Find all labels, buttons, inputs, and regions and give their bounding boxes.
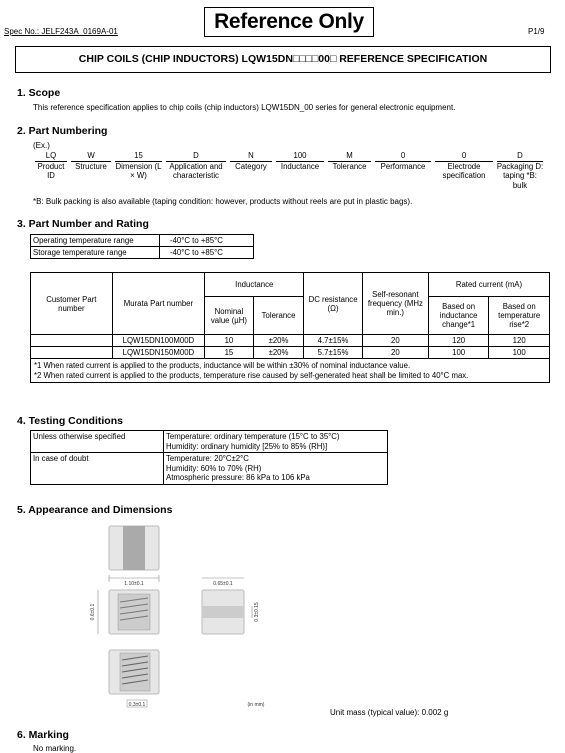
document-title: CHIP COILS (CHIP INDUCTORS) LQW15DN□□□□00□ REFERENCE SPECIFICATION <box>15 46 551 73</box>
testing-line: Temperature: ordinary temperature (15°C to 35°C) <box>166 432 340 441</box>
scope-text: This reference specification applies to chip coils (chip inductors) LQW15DN_00 series for general electronic equipment. <box>33 103 456 112</box>
dimension-drawing <box>80 520 280 710</box>
cell-dc: 4.7±15% <box>304 335 362 347</box>
testing-label-doubt: In case of doubt <box>31 453 164 485</box>
operating-temp-label: Operating temperature range <box>31 235 160 247</box>
cell-customer <box>31 335 113 347</box>
cell-murata: LQW15DN100M00D <box>112 335 205 347</box>
col-based-temp: Based on temperature rise*2 <box>489 297 550 335</box>
cell-srf: 20 <box>362 347 428 359</box>
marking-heading: 6. Marking <box>17 729 69 741</box>
unit-note: (in mm) <box>247 702 265 708</box>
part-numbering-heading: 2. Part Numbering <box>17 125 108 137</box>
cell-ind: 100 <box>428 347 488 359</box>
rating-notes <box>31 359 550 383</box>
table-row <box>31 347 550 359</box>
dim-thick-label: 0.3±0.15 <box>254 602 260 622</box>
storage-temp-value: -40°C to +85°C <box>160 247 254 259</box>
cell-nominal: 10 <box>205 335 254 347</box>
spec-number: Spec No.: JELF243A_0169A-01 <box>4 27 118 36</box>
temperature-table <box>30 234 254 259</box>
cell-srf: 20 <box>362 335 428 347</box>
label-category: Category <box>235 161 267 171</box>
col-rated-current: Rated current (mA) <box>428 273 549 297</box>
storage-temp-label: Storage temperature range <box>31 247 160 259</box>
table-row <box>31 335 550 347</box>
reference-only-banner: Reference Only <box>204 7 374 37</box>
col-based-inductance: Based on inductance change*1 <box>428 297 488 335</box>
cell-customer <box>31 347 113 359</box>
cell-murata: LQW15DN150M00D <box>112 347 205 359</box>
chip-front-view <box>109 590 159 634</box>
code-0-elec: 0 <box>435 151 493 162</box>
label-tolerance: Tolerance <box>332 161 367 171</box>
testing-table <box>30 430 388 485</box>
label-performance: Performance <box>380 161 426 171</box>
rating-table <box>30 272 550 383</box>
code-n: N <box>230 151 272 162</box>
code-15: 15 <box>115 151 162 162</box>
testing-line: Atmospheric pressure: 86 kPa to 106 kPa <box>166 473 310 482</box>
dim-height-label: 0.6±0.1 <box>90 603 96 621</box>
col-dc-resistance: DC resistance (Ω) <box>304 273 362 335</box>
scope-heading: 1. Scope <box>17 87 61 99</box>
label-packaging: Packaging D: taping *B: bulk <box>496 161 544 190</box>
marking-text: No marking. <box>33 744 77 753</box>
cell-temp: 100 <box>489 347 550 359</box>
label-inductance: Inductance <box>280 161 320 171</box>
code-lq: LQ <box>35 151 67 162</box>
code-m: M <box>328 151 371 162</box>
code-w: W <box>71 151 111 162</box>
code-0-perf: 0 <box>375 151 431 162</box>
dim-width-label: 0.65±0.1 <box>213 581 233 587</box>
col-inductance: Inductance <box>205 273 304 297</box>
part-number-breakdown <box>33 151 545 190</box>
page-number: P1/9 <box>528 27 545 36</box>
note-1: *1 When rated current is applied to the products, inductance will be within ±30% of nominal inductance value. <box>34 361 411 370</box>
label-application: Application and characteristic <box>169 161 223 180</box>
testing-line: Temperature: 20°C±2°C <box>166 454 249 463</box>
dim-length-label: 1.10±0.1 <box>124 581 144 587</box>
cell-tolerance: ±20% <box>253 335 304 347</box>
rating-heading: 3. Part Number and Rating <box>17 218 149 230</box>
note-2: *2 When rated current is applied to the products, temperature rise caused by self-generated heat shall be limited to 40°C max. <box>34 370 469 380</box>
example-label: (Ex.) <box>33 141 50 150</box>
label-product-id: Product ID <box>37 161 65 180</box>
code-100: 100 <box>276 151 324 162</box>
chip-top-view <box>109 526 159 570</box>
testing-line: Humidity: ordinary humidity [25% to 85% (RH)] <box>166 441 328 451</box>
col-tolerance: Tolerance <box>253 297 304 335</box>
code-d: D <box>166 151 226 162</box>
testing-label-normal: Unless otherwise specified <box>31 431 164 453</box>
testing-line: Humidity: 60% to 70% (RH) <box>166 463 262 473</box>
col-nominal: Nominal value (µH) <box>205 297 254 335</box>
chip-bottom-view <box>109 650 159 694</box>
cell-nominal: 15 <box>205 347 254 359</box>
col-self-resonant: Self-resonant frequency (MHz min.) <box>362 273 428 335</box>
label-structure: Structure <box>75 161 107 171</box>
cell-ind: 120 <box>428 335 488 347</box>
chip-side-view <box>202 590 244 634</box>
operating-temp-value: -40°C to +85°C <box>160 235 254 247</box>
cell-dc: 5.7±15% <box>304 347 362 359</box>
cell-tolerance: ±20% <box>253 347 304 359</box>
col-customer-part: Customer Part number <box>31 273 113 335</box>
code-d-pack: D <box>497 151 543 162</box>
testing-heading: 4. Testing Conditions <box>17 415 123 427</box>
col-murata-part: Murata Part number <box>112 273 205 335</box>
bulk-note: *B: Bulk packing is also available (taping condition: however, products without reels are put in plastic bags). <box>33 197 413 206</box>
label-dimension: Dimension (L × W) <box>115 161 162 180</box>
label-electrode: Electrode specification <box>442 161 486 180</box>
unit-mass: Unit mass (typical value): 0.002 g <box>330 708 449 717</box>
dim-electrode-label: 0.3±0.1 <box>128 702 146 708</box>
cell-temp: 120 <box>489 335 550 347</box>
appearance-heading: 5. Appearance and Dimensions <box>17 504 173 516</box>
